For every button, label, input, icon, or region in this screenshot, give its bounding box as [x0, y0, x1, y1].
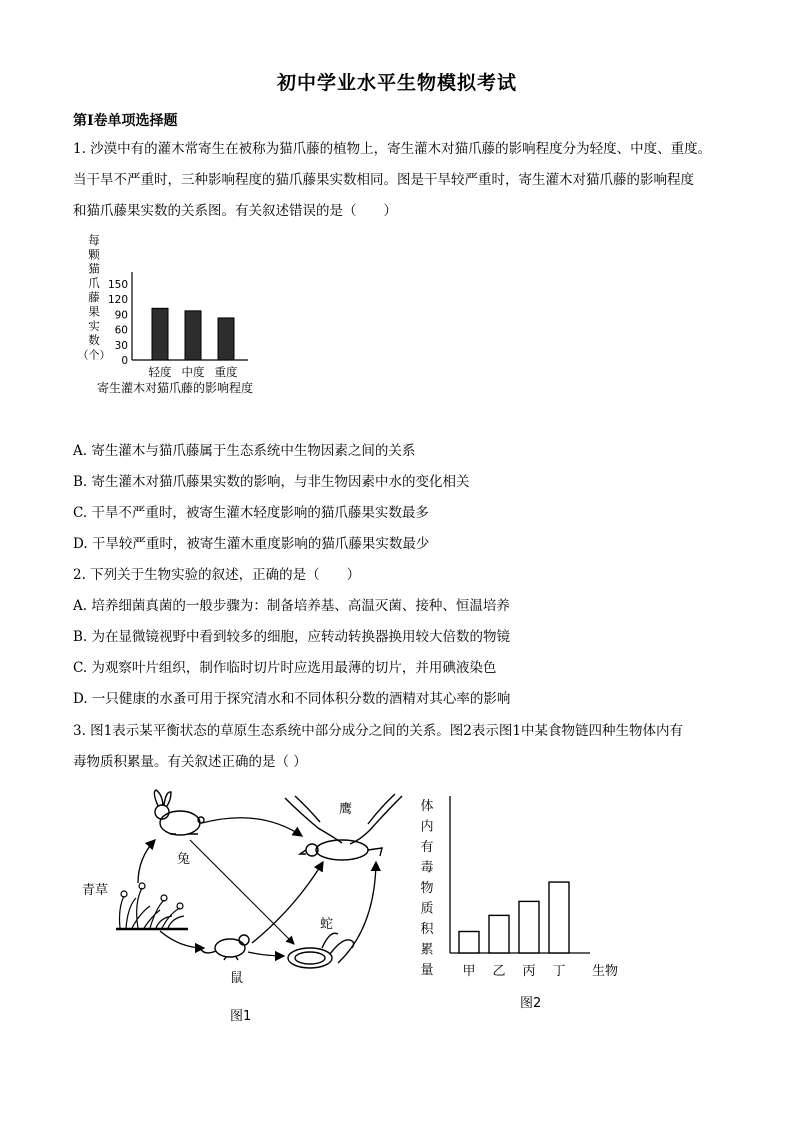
q1-chart-bar — [218, 318, 234, 360]
q1-chart-ytick-label: 150 — [107, 279, 128, 291]
grass-label: 青草 — [82, 883, 109, 898]
q1-chart-xtick-label: 重度 — [214, 365, 238, 379]
toxin-chart-xtick-label: 丁 — [552, 964, 566, 979]
toxin-chart-ylabel-char: 毒 — [420, 860, 434, 876]
question-3-line-2: 毒物质积累量。有关叙述正确的是（ ） — [73, 754, 307, 770]
toxin-chart-ylabel-char: 质 — [420, 901, 434, 917]
arrow-mouse-to-snake — [248, 952, 284, 956]
arrow-rabbit-to-eagle — [202, 818, 302, 836]
q1-chart-ylabel-unit: （个） — [77, 348, 111, 362]
figure-2-caption: 图2 — [520, 996, 542, 1011]
toxin-chart-xtick-label: 丙 — [522, 964, 536, 979]
arrow-snake-to-eagle — [338, 862, 376, 963]
q1-chart-ylabel-char: 藤 — [88, 290, 100, 305]
q1-chart-ylabel-char: 每 — [88, 233, 100, 247]
snake-label: 蛇 — [320, 917, 334, 932]
toxin-chart-bar — [459, 932, 479, 954]
grass-image — [116, 883, 188, 929]
q1-chart-ytick-label: 30 — [114, 339, 128, 352]
q2-option-a: A. 培养细菌真菌的一般步骤为：制备培养基、高温灭菌、接种、恒温培养 — [73, 598, 510, 614]
question-1-line-3: 和猫爪藤果实数的关系图。有关叙述错误的是（ ） — [73, 203, 397, 219]
q1-option-d: D. 干旱较严重时，被寄生灌木重度影响的猫爪藤果实数最少 — [73, 536, 430, 552]
q1-chart-ytick-label: 90 — [114, 309, 128, 322]
toxin-chart-ylabel-char: 内 — [420, 819, 434, 835]
q1-chart-ylabel-char: 猫 — [88, 261, 100, 276]
arrow-mouse-to-eagle — [252, 862, 323, 943]
snake-image — [288, 933, 354, 968]
toxin-chart-ylabel-char: 累 — [420, 942, 434, 958]
question-1-line-1: 1. 沙漠中有的灌木常寄生在被称为猫爪藤的植物上，寄生灌木对猫爪藤的影响程度分为轻度、中度、重度。 — [73, 141, 712, 157]
q2-option-b: B. 为在显微镜视野中看到较多的细胞，应转动转换器换用较大倍数的物镜 — [73, 629, 511, 645]
toxin-chart-xlabel: 生物 — [592, 964, 619, 979]
toxin-chart-ylabel-char: 物 — [420, 881, 434, 896]
q1-chart-ylabel — [78, 233, 111, 361]
figure-1-caption: 图1 — [230, 1009, 252, 1024]
q1-chart-ytick-label: 120 — [107, 294, 128, 307]
mouse-image — [200, 935, 249, 960]
eagle-label: 鹰 — [339, 802, 353, 817]
toxin-chart-ylabel-char: 积 — [420, 922, 434, 937]
q1-chart-xtick-label: 轻度 — [148, 365, 172, 379]
q1-option-c: C. 干旱不严重时，被寄生灌木轻度影响的猫爪藤果实数最多 — [73, 505, 429, 521]
rabbit-label: 兔 — [177, 852, 191, 867]
q1-chart-ytick-label: 60 — [114, 324, 128, 337]
toxin-chart-ylabel-char: 体 — [420, 799, 434, 814]
toxin-chart-bar — [549, 882, 569, 953]
q1-chart-ytick-label: 0 — [121, 355, 128, 367]
q1-chart-ylabel-char: 爪 — [88, 275, 100, 290]
question-1-line-2: 当干旱不严重时，三种影响程度的猫爪藤果实数相同。图是干旱较严重时，寄生灌木对猫爪藤的影响程度 — [73, 172, 694, 188]
food-web-figure — [80, 788, 410, 1028]
rabbit-image — [154, 790, 204, 835]
section-heading: 第I卷单项选择题 — [73, 113, 178, 129]
q1-chart-ylabel-char: 果 — [88, 304, 100, 319]
toxin-chart-ylabel-char: 量 — [420, 963, 434, 978]
q1-option-b: B. 寄生灌木对猫爪藤果实数的影响，与非生物因素中水的变化相关 — [73, 474, 470, 490]
q1-chart-ylabel-char: 数 — [88, 333, 100, 348]
q1-chart-ylabel-char: 颗 — [88, 247, 100, 262]
arrow-grass-to-mouse — [160, 931, 204, 948]
q1-chart-bar — [185, 311, 201, 360]
q2-option-d: D. 一只健康的水蚤可用于探究清水和不同体积分数的酒精对其心率的影响 — [73, 691, 511, 707]
q2-option-c: C. 为观察叶片组织，制作临时切片时应选用最薄的切片，并用碘液染色 — [73, 660, 497, 676]
toxin-chart-bar — [519, 901, 539, 953]
q1-option-a: A. 寄生灌木与猫爪藤属于生态系统中生物因素之间的关系 — [73, 443, 416, 459]
mouse-label: 鼠 — [230, 971, 244, 986]
toxin-bar-chart — [415, 792, 645, 1017]
toxin-chart-xtick-label: 乙 — [492, 964, 506, 979]
arrow-rabbit-to-snake — [190, 840, 294, 944]
q1-chart-xtick-label: 中度 — [181, 365, 205, 379]
q1-chart-ylabel-char: 实 — [88, 318, 100, 333]
q1-chart-bar — [152, 308, 168, 360]
q1-chart-yticks — [108, 279, 128, 367]
toxin-chart-xtick-label: 甲 — [462, 964, 476, 979]
toxin-chart-ylabel-char: 有 — [420, 840, 434, 855]
toxin-chart-ylabel — [420, 798, 434, 978]
q1-bar-chart — [70, 232, 290, 397]
page-title: 初中学业水平生物模拟考试 — [276, 72, 517, 94]
question-3-line-1: 3. 图1表示某平衡状态的草原生态系统中部分成分之间的关系。图2表示图1中某食物链四种生物体内有 — [73, 723, 683, 739]
toxin-chart-bar — [489, 915, 509, 953]
q1-chart-xlabel: 寄生灌木对猫爪藤的影响程度 — [97, 381, 254, 395]
question-2-stem: 2. 下列关于生物实验的叙述，正确的是（ ） — [73, 567, 361, 583]
arrow-grass-to-rabbit — [138, 840, 155, 883]
